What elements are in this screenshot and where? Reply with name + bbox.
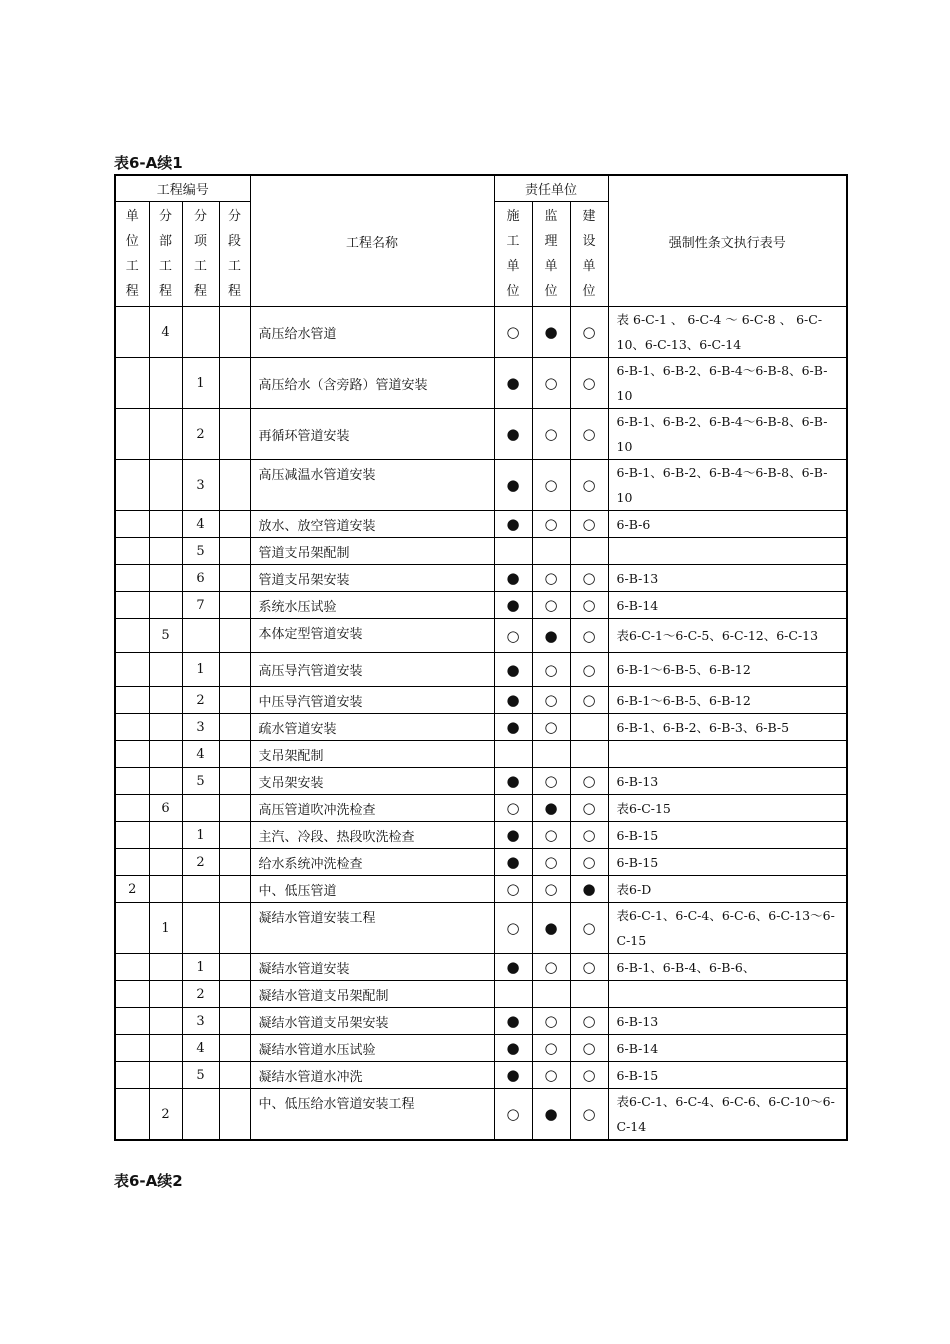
cell-project-name: 疏水管道安装	[250, 714, 494, 741]
header-standard-exec: 强制性条文执行表号	[608, 175, 847, 307]
cell-segment-number	[219, 409, 250, 460]
table-row	[115, 876, 847, 903]
cell-construction-mark: ●	[494, 1008, 532, 1035]
cell-supervision-mark: ○	[532, 876, 570, 903]
cell-owner-mark: ○	[570, 849, 608, 876]
cell-supervision-mark: ○	[532, 592, 570, 619]
cell-segment-number	[219, 714, 250, 741]
cell-segment-number	[219, 687, 250, 714]
cell-project-name: 凝结水管道安装工程	[250, 903, 494, 954]
header-construction-unit: 施 工 单 位	[494, 202, 532, 307]
cell-standard-ref	[608, 538, 847, 565]
cell-unit-number	[115, 1008, 149, 1035]
cell-project-name: 凝结水管道水冲洗	[250, 1062, 494, 1089]
table-row	[115, 653, 847, 687]
cell-construction-mark: ○	[494, 1089, 532, 1141]
table-row	[115, 795, 847, 822]
cell-item-number: 3	[182, 714, 219, 741]
cell-supervision-mark: ○	[532, 358, 570, 409]
cell-project-name: 高压减温水管道安装	[250, 460, 494, 511]
cell-construction-mark	[494, 741, 532, 768]
cell-standard-ref: 6-B-1、6-B-2、6-B-3、6-B-5	[608, 714, 847, 741]
cell-unit-number	[115, 981, 149, 1008]
cell-division-number	[149, 741, 182, 768]
cell-standard-ref: 6-B-14	[608, 592, 847, 619]
cell-construction-mark: ●	[494, 1062, 532, 1089]
table-row	[115, 511, 847, 538]
cell-segment-number	[219, 565, 250, 592]
cell-construction-mark	[494, 981, 532, 1008]
cell-construction-mark: ○	[494, 903, 532, 954]
cell-standard-ref: 6-B-1、6-B-4、6-B-6、	[608, 954, 847, 981]
cell-project-name: 高压导汽管道安装	[250, 653, 494, 687]
header-item-project: 分 项 工 程	[182, 202, 219, 307]
cell-owner-mark: ○	[570, 1008, 608, 1035]
cell-construction-mark: ○	[494, 307, 532, 358]
cell-standard-ref: 表6-C-1、6-C-4、6-C-6、6-C-13～6-C-15	[608, 903, 847, 954]
cell-division-number	[149, 876, 182, 903]
cell-owner-mark: ○	[570, 1035, 608, 1062]
cell-construction-mark: ●	[494, 460, 532, 511]
cell-item-number: 3	[182, 1008, 219, 1035]
cell-project-name: 本体定型管道安装	[250, 619, 494, 653]
cell-project-name: 主汽、冷段、热段吹洗检查	[250, 822, 494, 849]
table-row	[115, 822, 847, 849]
cell-segment-number	[219, 795, 250, 822]
cell-owner-mark: ○	[570, 358, 608, 409]
cell-supervision-mark: ○	[532, 954, 570, 981]
cell-unit-number	[115, 687, 149, 714]
cell-owner-mark: ○	[570, 592, 608, 619]
header-responsible-unit: 责任单位	[494, 175, 608, 202]
cell-item-number	[182, 795, 219, 822]
cell-owner-mark: ○	[570, 565, 608, 592]
cell-supervision-mark: ●	[532, 903, 570, 954]
cell-item-number: 2	[182, 981, 219, 1008]
cell-supervision-mark: ○	[532, 511, 570, 538]
cell-owner-mark: ○	[570, 1062, 608, 1089]
table-row	[115, 741, 847, 768]
cell-project-name: 系统水压试验	[250, 592, 494, 619]
cell-item-number	[182, 1089, 219, 1141]
cell-segment-number	[219, 981, 250, 1008]
cell-project-name: 再循环管道安装	[250, 409, 494, 460]
cell-item-number: 3	[182, 460, 219, 511]
table-caption-top: 表6-A续1	[114, 154, 183, 172]
cell-segment-number	[219, 768, 250, 795]
cell-standard-ref: 6-B-13	[608, 1008, 847, 1035]
cell-standard-ref: 表6-C-1、6-C-4、6-C-6、6-C-10～6-C-14	[608, 1089, 847, 1141]
cell-construction-mark: ●	[494, 822, 532, 849]
cell-construction-mark: ●	[494, 849, 532, 876]
cell-standard-ref: 表6-C-15	[608, 795, 847, 822]
cell-owner-mark: ○	[570, 1089, 608, 1141]
cell-standard-ref: 6-B-13	[608, 565, 847, 592]
cell-unit-number	[115, 1089, 149, 1141]
cell-division-number	[149, 409, 182, 460]
cell-unit-number	[115, 1062, 149, 1089]
cell-supervision-mark	[532, 538, 570, 565]
cell-project-name: 高压给水（含旁路）管道安装	[250, 358, 494, 409]
cell-owner-mark	[570, 741, 608, 768]
cell-project-name: 中压导汽管道安装	[250, 687, 494, 714]
cell-division-number	[149, 538, 182, 565]
header-supervision-unit: 监 理 单 位	[532, 202, 570, 307]
cell-segment-number	[219, 1089, 250, 1141]
cell-item-number: 5	[182, 1062, 219, 1089]
cell-division-number	[149, 1035, 182, 1062]
cell-item-number: 4	[182, 511, 219, 538]
cell-supervision-mark: ●	[532, 307, 570, 358]
table-row	[115, 903, 847, 954]
cell-project-name: 支吊架配制	[250, 741, 494, 768]
cell-segment-number	[219, 741, 250, 768]
cell-division-number	[149, 1062, 182, 1089]
cell-standard-ref: 表6-C-1～6-C-5、6-C-12、6-C-13	[608, 619, 847, 653]
cell-supervision-mark: ○	[532, 714, 570, 741]
cell-supervision-mark: ○	[532, 653, 570, 687]
cell-owner-mark: ○	[570, 511, 608, 538]
cell-segment-number	[219, 903, 250, 954]
cell-division-number	[149, 768, 182, 795]
cell-division-number	[149, 592, 182, 619]
cell-construction-mark: ●	[494, 409, 532, 460]
cell-supervision-mark: ○	[532, 1062, 570, 1089]
cell-construction-mark: ○	[494, 795, 532, 822]
cell-item-number: 7	[182, 592, 219, 619]
cell-division-number	[149, 822, 182, 849]
cell-supervision-mark: ○	[532, 1035, 570, 1062]
cell-unit-number	[115, 849, 149, 876]
header-project-code: 工程编号	[115, 175, 250, 202]
cell-supervision-mark: ○	[532, 409, 570, 460]
cell-item-number: 2	[182, 849, 219, 876]
cell-project-name: 高压给水管道	[250, 307, 494, 358]
cell-item-number: 1	[182, 358, 219, 409]
cell-owner-mark	[570, 981, 608, 1008]
cell-construction-mark: ●	[494, 592, 532, 619]
cell-construction-mark: ●	[494, 511, 532, 538]
header-segment-project: 分 段 工 程	[219, 202, 250, 307]
cell-item-number: 5	[182, 538, 219, 565]
cell-standard-ref: 6-B-1～6-B-5、6-B-12	[608, 687, 847, 714]
cell-item-number: 4	[182, 1035, 219, 1062]
cell-segment-number	[219, 460, 250, 511]
cell-segment-number	[219, 511, 250, 538]
cell-unit-number	[115, 795, 149, 822]
cell-unit-number	[115, 538, 149, 565]
table-row	[115, 538, 847, 565]
cell-division-number: 2	[149, 1089, 182, 1141]
cell-unit-number	[115, 358, 149, 409]
cell-standard-ref	[608, 741, 847, 768]
cell-standard-ref: 表6-D	[608, 876, 847, 903]
cell-project-name: 管道支吊架配制	[250, 538, 494, 565]
cell-owner-mark: ○	[570, 795, 608, 822]
table-row	[115, 592, 847, 619]
table-row	[115, 849, 847, 876]
cell-segment-number	[219, 653, 250, 687]
cell-owner-mark: ○	[570, 409, 608, 460]
cell-standard-ref	[608, 981, 847, 1008]
cell-construction-mark: ●	[494, 768, 532, 795]
cell-project-name: 凝结水管道水压试验	[250, 1035, 494, 1062]
cell-segment-number	[219, 876, 250, 903]
cell-supervision-mark: ○	[532, 822, 570, 849]
table-row	[115, 714, 847, 741]
cell-supervision-mark: ○	[532, 687, 570, 714]
cell-division-number	[149, 1008, 182, 1035]
cell-project-name: 放水、放空管道安装	[250, 511, 494, 538]
table-row	[115, 1089, 847, 1141]
cell-item-number	[182, 903, 219, 954]
cell-segment-number	[219, 1062, 250, 1089]
table-row	[115, 954, 847, 981]
cell-project-name: 管道支吊架安装	[250, 565, 494, 592]
cell-supervision-mark: ○	[532, 768, 570, 795]
cell-item-number: 5	[182, 768, 219, 795]
cell-division-number: 4	[149, 307, 182, 358]
cell-standard-ref: 6-B-1、6-B-2、6-B-4～6-B-8、6-B-10	[608, 409, 847, 460]
cell-unit-number: 2	[115, 876, 149, 903]
cell-item-number: 2	[182, 687, 219, 714]
cell-item-number	[182, 876, 219, 903]
cell-supervision-mark: ○	[532, 849, 570, 876]
cell-division-number	[149, 460, 182, 511]
cell-standard-ref: 6-B-6	[608, 511, 847, 538]
project-table	[114, 174, 848, 1141]
cell-owner-mark: ○	[570, 687, 608, 714]
cell-supervision-mark	[532, 981, 570, 1008]
cell-project-name: 中、低压给水管道安装工程	[250, 1089, 494, 1141]
cell-division-number	[149, 954, 182, 981]
cell-division-number: 6	[149, 795, 182, 822]
cell-segment-number	[219, 954, 250, 981]
table-row	[115, 460, 847, 511]
cell-item-number: 4	[182, 741, 219, 768]
table-row	[115, 409, 847, 460]
cell-owner-mark: ○	[570, 619, 608, 653]
cell-supervision-mark: ○	[532, 460, 570, 511]
header-division-project: 分 部 工 程	[149, 202, 182, 307]
cell-standard-ref: 6-B-15	[608, 849, 847, 876]
cell-division-number: 1	[149, 903, 182, 954]
table-row	[115, 619, 847, 653]
cell-standard-ref: 6-B-15	[608, 822, 847, 849]
cell-owner-mark: ○	[570, 653, 608, 687]
table-row	[115, 687, 847, 714]
cell-construction-mark: ●	[494, 714, 532, 741]
cell-project-name: 给水系统冲洗检查	[250, 849, 494, 876]
cell-standard-ref: 6-B-15	[608, 1062, 847, 1089]
cell-construction-mark: ○	[494, 619, 532, 653]
table-row	[115, 565, 847, 592]
cell-unit-number	[115, 653, 149, 687]
cell-construction-mark: ●	[494, 565, 532, 592]
cell-segment-number	[219, 822, 250, 849]
cell-standard-ref: 6-B-1～6-B-5、6-B-12	[608, 653, 847, 687]
cell-division-number	[149, 565, 182, 592]
header-unit-project: 单 位 工 程	[115, 202, 149, 307]
cell-segment-number	[219, 1035, 250, 1062]
cell-unit-number	[115, 511, 149, 538]
table-row	[115, 1008, 847, 1035]
cell-item-number: 1	[182, 954, 219, 981]
cell-owner-mark	[570, 714, 608, 741]
cell-division-number	[149, 981, 182, 1008]
cell-division-number	[149, 358, 182, 409]
cell-supervision-mark: ○	[532, 565, 570, 592]
cell-segment-number	[219, 307, 250, 358]
cell-segment-number	[219, 358, 250, 409]
cell-supervision-mark: ●	[532, 619, 570, 653]
cell-item-number: 1	[182, 653, 219, 687]
cell-item-number: 6	[182, 565, 219, 592]
cell-supervision-mark	[532, 741, 570, 768]
table-caption-bottom: 表6-A续2	[114, 1172, 183, 1190]
cell-unit-number	[115, 954, 149, 981]
cell-standard-ref: 6-B-13	[608, 768, 847, 795]
cell-project-name: 中、低压管道	[250, 876, 494, 903]
cell-division-number	[149, 511, 182, 538]
cell-item-number: 2	[182, 409, 219, 460]
cell-item-number: 1	[182, 822, 219, 849]
cell-supervision-mark: ○	[532, 1008, 570, 1035]
cell-supervision-mark: ●	[532, 795, 570, 822]
cell-owner-mark: ●	[570, 876, 608, 903]
cell-unit-number	[115, 409, 149, 460]
table-row	[115, 981, 847, 1008]
cell-segment-number	[219, 592, 250, 619]
cell-project-name: 凝结水管道安装	[250, 954, 494, 981]
cell-project-name: 高压管道吹冲洗检查	[250, 795, 494, 822]
cell-segment-number	[219, 619, 250, 653]
cell-division-number	[149, 714, 182, 741]
table-row	[115, 358, 847, 409]
cell-project-name: 凝结水管道支吊架安装	[250, 1008, 494, 1035]
cell-project-name: 凝结水管道支吊架配制	[250, 981, 494, 1008]
cell-standard-ref: 6-B-1、6-B-2、6-B-4～6-B-8、6-B-10	[608, 460, 847, 511]
cell-construction-mark	[494, 538, 532, 565]
cell-unit-number	[115, 714, 149, 741]
cell-division-number	[149, 849, 182, 876]
cell-unit-number	[115, 903, 149, 954]
header-owner-unit: 建 设 单 位	[570, 202, 608, 307]
cell-item-number	[182, 619, 219, 653]
cell-standard-ref: 6-B-1、6-B-2、6-B-4～6-B-8、6-B-10	[608, 358, 847, 409]
cell-owner-mark: ○	[570, 903, 608, 954]
cell-division-number: 5	[149, 619, 182, 653]
cell-unit-number	[115, 741, 149, 768]
cell-segment-number	[219, 849, 250, 876]
cell-owner-mark	[570, 538, 608, 565]
cell-owner-mark: ○	[570, 822, 608, 849]
cell-owner-mark: ○	[570, 954, 608, 981]
cell-supervision-mark: ●	[532, 1089, 570, 1141]
header-project-name: 工程名称	[250, 175, 494, 307]
cell-construction-mark: ●	[494, 1035, 532, 1062]
cell-standard-ref: 表 6-C-1 、 6-C-4 ～ 6-C-8 、 6-C-10、6-C-13、6-C-14	[608, 307, 847, 358]
cell-unit-number	[115, 565, 149, 592]
cell-standard-ref: 6-B-14	[608, 1035, 847, 1062]
cell-unit-number	[115, 768, 149, 795]
cell-construction-mark: ●	[494, 687, 532, 714]
cell-owner-mark: ○	[570, 307, 608, 358]
table-row	[115, 1062, 847, 1089]
table-row	[115, 768, 847, 795]
cell-segment-number	[219, 538, 250, 565]
cell-unit-number	[115, 822, 149, 849]
cell-segment-number	[219, 1008, 250, 1035]
cell-owner-mark: ○	[570, 768, 608, 795]
cell-unit-number	[115, 619, 149, 653]
cell-division-number	[149, 653, 182, 687]
cell-owner-mark: ○	[570, 460, 608, 511]
cell-unit-number	[115, 307, 149, 358]
cell-division-number	[149, 687, 182, 714]
cell-construction-mark: ●	[494, 358, 532, 409]
cell-construction-mark: ●	[494, 954, 532, 981]
cell-unit-number	[115, 460, 149, 511]
cell-unit-number	[115, 592, 149, 619]
cell-construction-mark: ○	[494, 876, 532, 903]
cell-item-number	[182, 307, 219, 358]
cell-project-name: 支吊架安装	[250, 768, 494, 795]
cell-construction-mark: ●	[494, 653, 532, 687]
table-row	[115, 1035, 847, 1062]
cell-unit-number	[115, 1035, 149, 1062]
table-row	[115, 307, 847, 358]
